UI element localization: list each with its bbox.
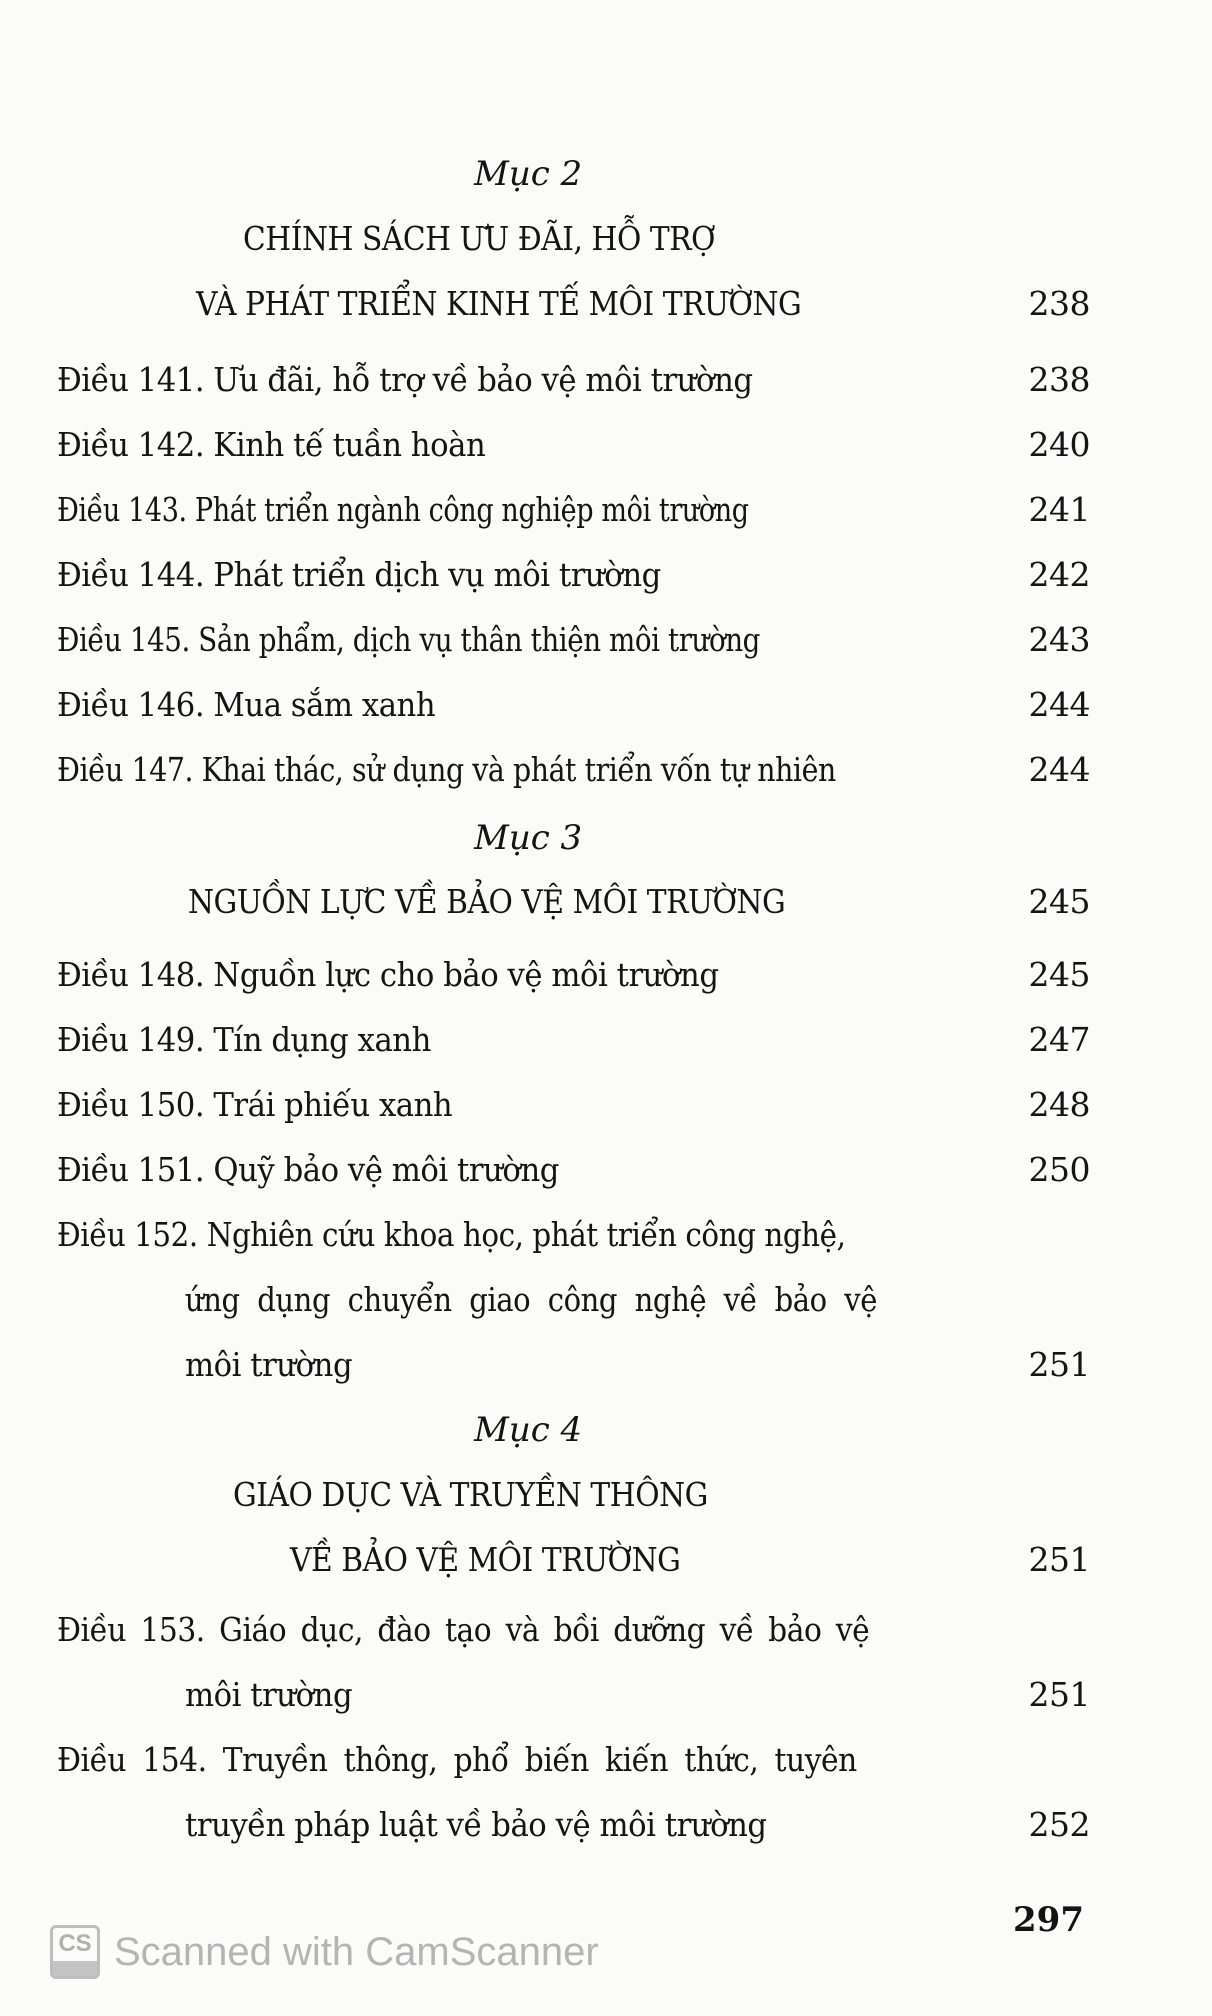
toc-page-number: 248 <box>1028 1085 1090 1124</box>
toc-page-number: 251 <box>1028 1675 1090 1714</box>
section-label: Mục 4 <box>474 1410 583 1450</box>
camscanner-logo-icon: CS <box>50 1925 100 1979</box>
toc-page-number: 240 <box>1028 425 1090 464</box>
toc-entry-continuation: môi trường <box>185 1345 353 1384</box>
watermark-text: Scanned with CamScanner <box>114 1929 599 1974</box>
toc-page-number: 245 <box>1028 955 1090 994</box>
section-title-line: GIÁO DỤC VÀ TRUYỀN THÔNG <box>233 1475 708 1514</box>
toc-page-number: 243 <box>1028 620 1090 659</box>
toc-page-number: 247 <box>1028 1020 1090 1059</box>
toc-entry: Điều 152. Nghiên cứu khoa học, phát triển công nghệ, <box>57 1215 846 1254</box>
section-title-line: NGUỒN LỰC VỀ BẢO VỆ MÔI TRƯỜNG <box>188 882 786 921</box>
toc-entry: Điều 145. Sản phẩm, dịch vụ thân thiện môi trường <box>57 620 761 659</box>
section-page-number: 238 <box>1028 284 1090 323</box>
toc-entry: Điều 142. Kinh tế tuần hoàn <box>57 425 486 464</box>
section-label: Mục 3 <box>474 818 583 858</box>
toc-entry: Điều 141. Ưu đãi, hỗ trợ về bảo vệ môi trường <box>57 360 753 399</box>
toc-entry-continuation: ứng dụng chuyển giao công nghệ về bảo vệ <box>185 1280 878 1319</box>
section-label: Mục 2 <box>474 154 583 194</box>
toc-entry: Điều 147. Khai thác, sử dụng và phát triển vốn tự nhiên <box>57 750 836 789</box>
toc-page-number: 244 <box>1028 750 1090 789</box>
toc-entry: Điều 146. Mua sắm xanh <box>57 685 436 724</box>
toc-page-number: 241 <box>1028 490 1090 529</box>
toc-entry: Điều 149. Tín dụng xanh <box>57 1020 431 1059</box>
toc-entry-continuation: môi trường <box>185 1675 353 1714</box>
toc-page-number: 238 <box>1028 360 1090 399</box>
toc-entry: Điều 150. Trái phiếu xanh <box>57 1085 453 1124</box>
toc-page-number: 252 <box>1028 1805 1090 1844</box>
toc-entry: Điều 143. Phát triển ngành công nghiệp môi trường <box>57 490 749 529</box>
toc-page-number: 251 <box>1028 1345 1090 1384</box>
toc-entry: Điều 151. Quỹ bảo vệ môi trường <box>57 1150 559 1189</box>
toc-entry: Điều 148. Nguồn lực cho bảo vệ môi trường <box>57 955 719 994</box>
toc-page-number: 242 <box>1028 555 1090 594</box>
toc-entry: Điều 153. Giáo dục, đào tạo và bồi dưỡng về bảo vệ <box>57 1610 870 1649</box>
toc-entry: Điều 144. Phát triển dịch vụ môi trường <box>57 555 661 594</box>
camscanner-watermark <box>50 1925 599 1979</box>
toc-entry: Điều 154. Truyền thông, phổ biến kiến thức, tuyên <box>57 1740 857 1779</box>
section-title-line: VỀ BẢO VỆ MÔI TRƯỜNG <box>290 1540 681 1579</box>
section-page-number: 251 <box>1028 1540 1090 1579</box>
toc-page-number: 250 <box>1028 1150 1090 1189</box>
section-page-number: 245 <box>1028 882 1090 921</box>
toc-page-number: 244 <box>1028 685 1090 724</box>
section-title-line: CHÍNH SÁCH ƯU ĐÃI, HỖ TRỢ <box>243 219 716 258</box>
section-title-line: VÀ PHÁT TRIỂN KINH TẾ MÔI TRƯỜNG <box>196 284 802 323</box>
toc-entry-continuation: truyền pháp luật về bảo vệ môi trường <box>185 1805 767 1844</box>
page-number: 297 <box>1013 1900 1084 1940</box>
